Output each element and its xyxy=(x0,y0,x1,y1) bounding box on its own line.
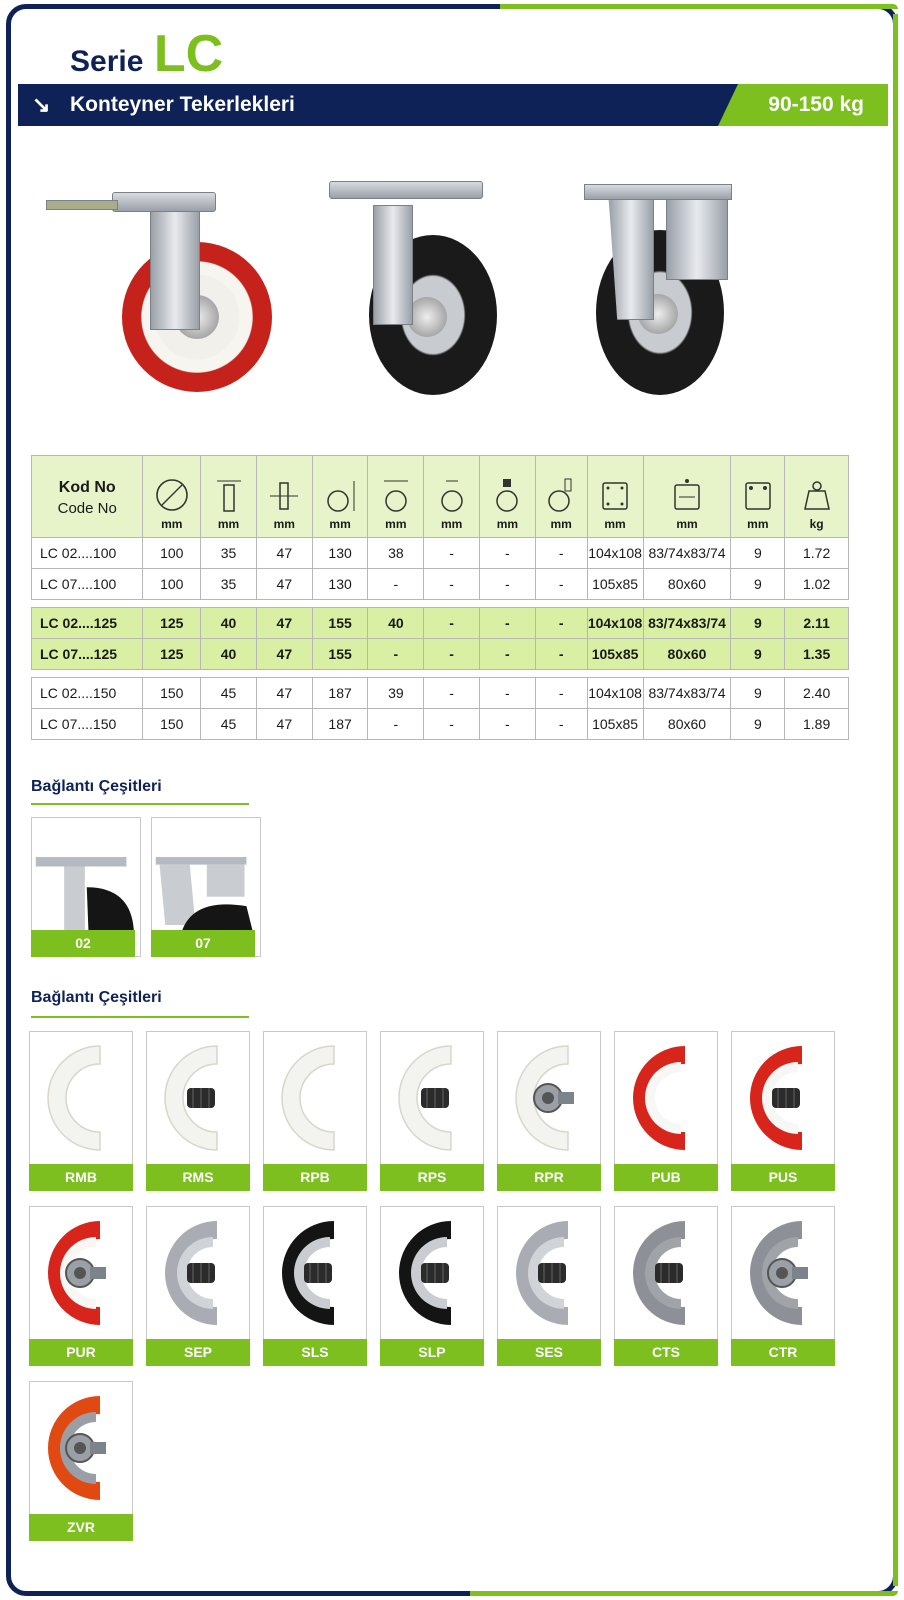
wheel-type-label: RPS xyxy=(380,1164,484,1191)
table-cell: 47 xyxy=(256,678,312,709)
table-cell: 38 xyxy=(368,538,424,569)
wheel-section-sep-icon xyxy=(147,1207,249,1338)
table-cell: 100 xyxy=(143,569,201,600)
table-cell: 47 xyxy=(256,709,312,740)
table-cell: 9 xyxy=(731,608,785,639)
table-cell: 9 xyxy=(731,678,785,709)
table-cell: 125 xyxy=(143,639,201,670)
frame-accent-top xyxy=(500,4,898,9)
column-header-bore-diameter xyxy=(424,456,480,538)
wheel-type-tile-rpr xyxy=(497,1031,601,1191)
wheel-section-rpb-icon xyxy=(264,1032,366,1163)
table-cell: 40 xyxy=(201,639,257,670)
unit-label: mm xyxy=(676,517,698,531)
table-cell: 35 xyxy=(201,538,257,569)
code-cell: LC 07....150 xyxy=(32,709,143,740)
frame-accent-bottom xyxy=(470,1591,898,1596)
product-image-swivel xyxy=(325,175,495,405)
column-header-bolt-hole-diameter xyxy=(731,456,785,538)
weight-icon xyxy=(799,477,835,513)
wheel-type-tile-rmb xyxy=(29,1031,133,1191)
plate-size-icon xyxy=(597,477,633,513)
column-header-offset xyxy=(368,456,424,538)
table-row xyxy=(32,569,849,600)
column-header-wheel-width xyxy=(201,456,257,538)
wheel-section-cts-icon xyxy=(615,1207,717,1338)
unit-label: mm xyxy=(496,517,519,531)
table-cell: - xyxy=(424,608,480,639)
row-gap xyxy=(32,600,849,608)
stem-icon xyxy=(543,477,579,513)
wheel-width-icon xyxy=(211,477,247,513)
table-cell: 83/74x83/74 xyxy=(643,538,731,569)
wheel-type-tile-pur xyxy=(29,1206,133,1366)
wheel-type-label: SLS xyxy=(263,1339,367,1366)
table-cell: 83/74x83/74 xyxy=(643,678,731,709)
wheel-type-label: CTR xyxy=(731,1339,835,1366)
wheel-type-tile-ctr xyxy=(731,1206,835,1366)
table-cell: - xyxy=(424,538,480,569)
table-cell: 80x60 xyxy=(643,709,731,740)
wheel-type-label: RMB xyxy=(29,1164,133,1191)
wheel-type-label: PUB xyxy=(614,1164,718,1191)
code-cell: LC 02....125 xyxy=(32,608,143,639)
connection-section-title: Bağlantı Çeşitleri xyxy=(31,778,162,795)
table-cell: - xyxy=(368,569,424,600)
table-cell: - xyxy=(368,709,424,740)
wheel-type-label: PUR xyxy=(29,1339,133,1366)
wheel-type-label: RMS xyxy=(146,1164,250,1191)
code-cell: LC 02....150 xyxy=(32,678,143,709)
column-header-stem xyxy=(535,456,587,538)
code-cell: LC 07....100 xyxy=(32,569,143,600)
table-cell: 150 xyxy=(143,678,201,709)
table-cell: 47 xyxy=(256,569,312,600)
unit-label: mm xyxy=(273,517,295,531)
unit-label: mm xyxy=(385,517,407,531)
wheel-section-rms-icon xyxy=(147,1032,249,1163)
table-cell: 105x85 xyxy=(587,709,643,740)
column-header-hole-spacing xyxy=(643,456,731,538)
wheel-section-rps-icon xyxy=(381,1032,483,1163)
wheel-section-pub-icon xyxy=(615,1032,717,1163)
table-cell: 155 xyxy=(312,639,368,670)
column-header-bolt-hole xyxy=(480,456,536,538)
column-header-wheel-diameter xyxy=(143,456,201,538)
unit-label: mm xyxy=(550,517,572,531)
hub-length-icon xyxy=(266,477,302,513)
table-cell: 35 xyxy=(201,569,257,600)
unit-label: mm xyxy=(217,517,240,531)
wheel-type-label: ZVR xyxy=(29,1514,133,1541)
unit-label: mm xyxy=(440,517,463,531)
table-cell: 130 xyxy=(312,538,368,569)
table-row xyxy=(32,709,849,740)
mounting-plate-icon xyxy=(329,181,483,199)
connection-label: 07 xyxy=(151,930,255,957)
table-cell: 47 xyxy=(256,538,312,569)
wheel-type-tile-sls xyxy=(263,1206,367,1366)
table-cell: 187 xyxy=(312,678,368,709)
bolt-hole-diameter-icon xyxy=(740,477,776,513)
table-cell: 125 xyxy=(143,608,201,639)
table-cell: 155 xyxy=(312,608,368,639)
wheel-section-pur-icon xyxy=(30,1207,132,1338)
bolt-hole-icon xyxy=(489,477,525,513)
code-cell: LC 02....100 xyxy=(32,538,143,569)
table-row xyxy=(32,639,849,670)
wheel-section-zvr-icon xyxy=(30,1382,132,1513)
unit-label: kg xyxy=(809,517,824,531)
wheel-section-rpr-icon xyxy=(498,1032,600,1163)
column-header-weight xyxy=(785,456,849,538)
series-title xyxy=(70,24,223,84)
spec-table-body xyxy=(32,538,849,740)
table-row xyxy=(32,608,849,639)
table-cell: 150 xyxy=(143,709,201,740)
wheel-section-title: Bağlantı Çeşitleri xyxy=(31,989,162,1006)
wheel-type-tile-rps xyxy=(380,1031,484,1191)
table-cell: 39 xyxy=(368,678,424,709)
table-cell: 105x85 xyxy=(587,569,643,600)
gap-cell xyxy=(32,600,849,608)
connection-tile-02 xyxy=(31,817,141,957)
table-cell: - xyxy=(424,678,480,709)
category-banner xyxy=(18,84,888,126)
category-title: Konteyner Tekerlekleri xyxy=(70,93,295,116)
code-header xyxy=(32,456,143,538)
table-cell: 9 xyxy=(731,639,785,670)
table-cell: 47 xyxy=(256,639,312,670)
wheel-type-tile-ses xyxy=(497,1206,601,1366)
column-header-overall-height xyxy=(312,456,368,538)
wheel-type-tile-cts xyxy=(614,1206,718,1366)
table-cell: - xyxy=(424,569,480,600)
unit-label: mm xyxy=(329,517,351,531)
wheel-type-tile-pus xyxy=(731,1031,835,1191)
table-cell: - xyxy=(535,709,587,740)
wheel-section-slp-icon xyxy=(381,1207,483,1338)
wheel-diameter-icon xyxy=(154,477,190,513)
mounting-plate-icon xyxy=(112,192,216,212)
table-cell: - xyxy=(480,569,536,600)
table-cell: 1.02 xyxy=(785,569,849,600)
product-image-fixed xyxy=(580,180,740,410)
unit-label: mm xyxy=(604,517,626,531)
table-cell: 9 xyxy=(731,569,785,600)
arrow-down-right-icon: ↘ xyxy=(32,92,51,117)
series-prefix: Serie xyxy=(70,45,144,78)
wheel-type-tile-rms xyxy=(146,1031,250,1191)
series-code: LC xyxy=(153,25,224,83)
table-cell: - xyxy=(480,678,536,709)
code-header-tr: Kod No xyxy=(58,479,116,496)
table-cell: 105x85 xyxy=(587,639,643,670)
wheel-type-tile-rpb xyxy=(263,1031,367,1191)
wheel-type-tile-sep xyxy=(146,1206,250,1366)
wheel-type-label: RPB xyxy=(263,1164,367,1191)
table-cell: 1.89 xyxy=(785,709,849,740)
code-header-en: Code No xyxy=(57,500,117,517)
table-cell: - xyxy=(535,569,587,600)
table-cell: 45 xyxy=(201,678,257,709)
wheel-type-tile-pub xyxy=(614,1031,718,1191)
table-cell: 104x108 xyxy=(587,608,643,639)
overall-height-icon xyxy=(322,477,358,513)
wheel-type-label: CTS xyxy=(614,1339,718,1366)
table-cell: 80x60 xyxy=(643,569,731,600)
wheel-type-label: SES xyxy=(497,1339,601,1366)
table-cell: - xyxy=(368,639,424,670)
table-row xyxy=(32,538,849,569)
table-cell: 40 xyxy=(201,608,257,639)
column-header-hub-length xyxy=(256,456,312,538)
wheel-section-pus-icon xyxy=(732,1032,834,1163)
table-cell: - xyxy=(535,678,587,709)
unit-label: mm xyxy=(747,517,769,531)
brake-lever-icon xyxy=(46,200,118,210)
table-cell: 2.11 xyxy=(785,608,849,639)
frame-accent-right xyxy=(893,14,898,1586)
mounting-plate-icon xyxy=(584,184,732,200)
table-cell: 9 xyxy=(731,538,785,569)
table-cell: 104x108 xyxy=(587,538,643,569)
gap-cell xyxy=(32,670,849,678)
connection-label: 02 xyxy=(31,930,135,957)
fork-icon xyxy=(373,205,413,325)
table-cell: 9 xyxy=(731,709,785,740)
table-cell: 104x108 xyxy=(587,678,643,709)
table-cell: 130 xyxy=(312,569,368,600)
table-cell: - xyxy=(480,639,536,670)
table-cell: - xyxy=(535,538,587,569)
section-underline xyxy=(31,803,249,805)
table-cell: 2.40 xyxy=(785,678,849,709)
product-image-swivel-brake xyxy=(40,180,280,410)
section-underline xyxy=(31,1016,249,1018)
table-row xyxy=(32,678,849,709)
table-cell: 187 xyxy=(312,709,368,740)
wheel-type-label: RPR xyxy=(497,1164,601,1191)
wheel-section-sls-icon xyxy=(264,1207,366,1338)
wheel-type-label: SLP xyxy=(380,1339,484,1366)
table-cell: 45 xyxy=(201,709,257,740)
fork-icon xyxy=(150,210,200,330)
hole-spacing-icon xyxy=(669,477,705,513)
table-cell: 40 xyxy=(368,608,424,639)
wheel-type-label: PUS xyxy=(731,1164,835,1191)
table-cell: - xyxy=(424,709,480,740)
hub-icon xyxy=(407,297,447,337)
wheel-section-ses-icon xyxy=(498,1207,600,1338)
row-gap xyxy=(32,670,849,678)
fixed-bracket-icon xyxy=(666,190,728,280)
spec-table xyxy=(31,455,849,740)
table-cell: - xyxy=(535,608,587,639)
wheel-type-tile-slp xyxy=(380,1206,484,1366)
table-header-row xyxy=(32,456,849,538)
table-cell: - xyxy=(480,608,536,639)
table-cell: 80x60 xyxy=(643,639,731,670)
unit-label: mm xyxy=(161,517,183,531)
table-cell: 47 xyxy=(256,608,312,639)
table-cell: - xyxy=(480,538,536,569)
wheel-section-rmb-icon xyxy=(30,1032,132,1163)
connection-tile-07 xyxy=(151,817,261,957)
table-cell: 83/74x83/74 xyxy=(643,608,731,639)
table-cell: - xyxy=(424,639,480,670)
bore-diameter-icon xyxy=(434,477,470,513)
table-cell: 100 xyxy=(143,538,201,569)
wheel-section-ctr-icon xyxy=(732,1207,834,1338)
table-cell: 1.72 xyxy=(785,538,849,569)
code-cell: LC 07....125 xyxy=(32,639,143,670)
load-range: 90-150 kg xyxy=(768,93,864,116)
wheel-type-tile-zvr xyxy=(29,1381,133,1541)
wheel-type-label: SEP xyxy=(146,1339,250,1366)
offset-icon xyxy=(378,477,414,513)
column-header-plate-size xyxy=(587,456,643,538)
table-cell: - xyxy=(480,709,536,740)
table-cell: - xyxy=(535,639,587,670)
table-cell: 1.35 xyxy=(785,639,849,670)
